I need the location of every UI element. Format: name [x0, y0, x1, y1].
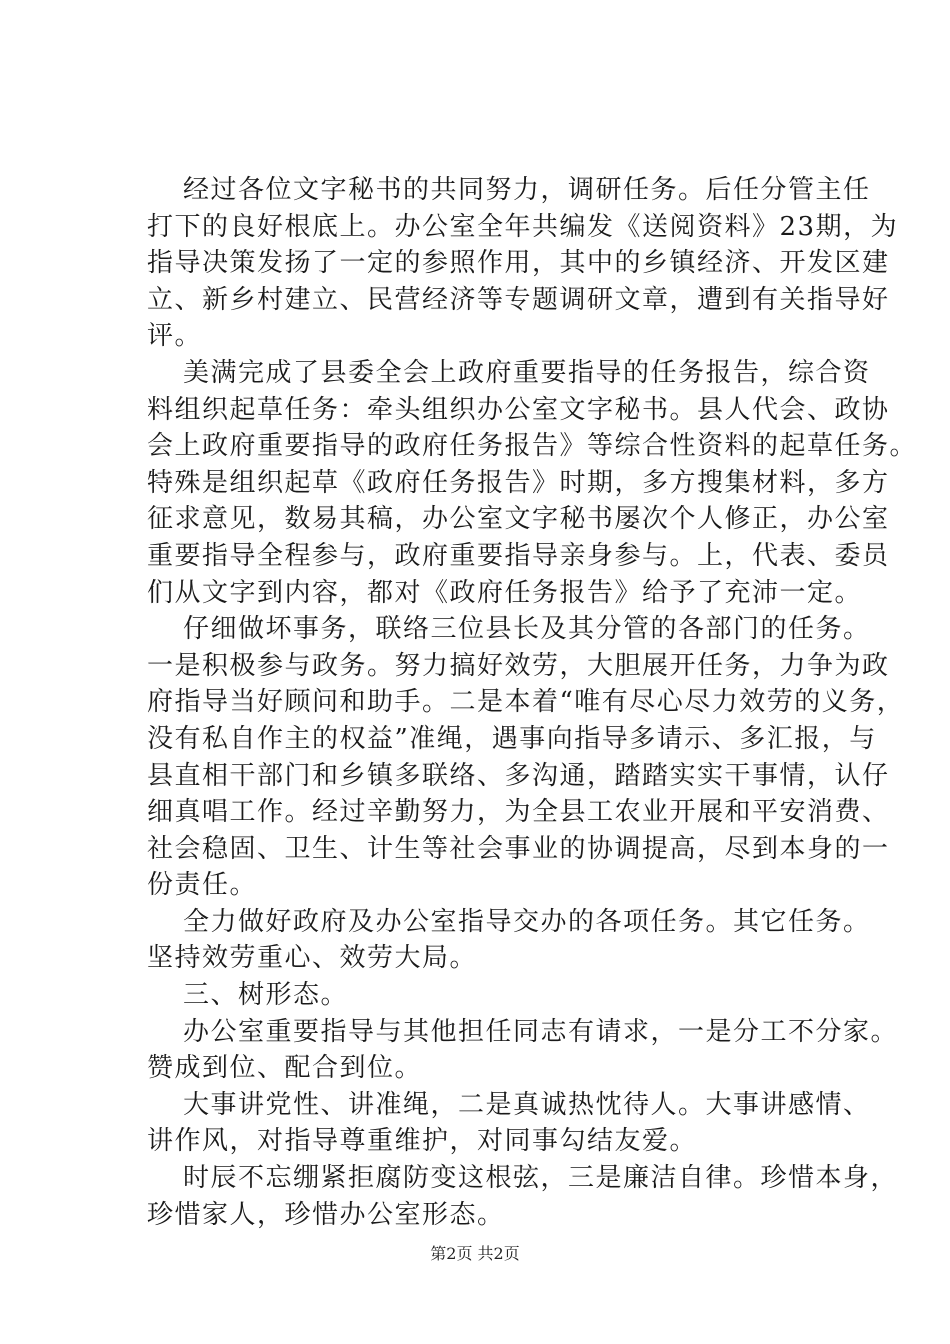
section-heading [147, 977, 847, 1014]
text-line: 社会稳固、卫生、计生等社会事业的协调提高，尽到本身的一 [147, 833, 890, 864]
text-line: 赞成到位、配合到位。 [147, 1053, 423, 1084]
text-line: 特殊是组织起草《政府任务报告》时期，多方搜集材料，多方 [147, 467, 890, 498]
text-line: 全力做好政府及办公室指导交办的各项任务。其它任务。 [183, 906, 871, 937]
text-line: 办公室重要指导与其他担任同志有请求，一是分工不分家。 [183, 1016, 899, 1047]
paragraph-1 [147, 172, 899, 355]
text-line: 料组织起草任务：牵头组织办公室文字秘书。县人代会、政协 [147, 394, 890, 425]
text-line: 时辰不忘绷紧拒腐防变这根弦，三是廉洁自律。珍惜本身， [183, 1163, 899, 1194]
text-line: 坚持效劳重心、效劳大局。 [147, 943, 478, 974]
text-line: 讲作风，对指导尊重维护，对同事勾结友爱。 [147, 1126, 698, 1157]
paragraph-6 [147, 1014, 899, 1087]
page-number-footer: 第2页 共2页 [430, 1244, 520, 1263]
text-line: 立、新乡村建立、民营经济等专题调研文章，遭到有关指导好 [147, 284, 890, 315]
paragraph-4 [147, 904, 871, 977]
document-body [147, 172, 918, 1233]
text-line: 们从文字到内容，都对《政府任务报告》给予了充沛一定。 [147, 577, 863, 608]
text-line: 仔细做坏事务，联络三位县长及其分管的各部门的任务。 [183, 614, 871, 645]
text-line: 大事讲党性、讲准绳，二是真诚热忱待人。大事讲感情、 [183, 1089, 871, 1120]
paragraph-7 [147, 1087, 871, 1160]
text-line: 重要指导全程参与，政府重要指导亲身参与。上，代表、委员 [147, 540, 890, 571]
text-line: 征求意见，数易其稿，办公室文字秘书屡次个人修正，办公室 [147, 504, 890, 535]
paragraph-8 [147, 1160, 899, 1233]
text-line: 份责任。 [147, 870, 258, 901]
text-line: 指导决策发扬了一定的参照作用，其中的乡镇经济、开发区建 [147, 248, 890, 279]
text-line: 会上政府重要指导的政府任务报告》等综合性资料的起草任务。 [147, 431, 918, 462]
text-line: 县直相干部门和乡镇多联络、多沟通，踏踏实实干事情，认仔 [147, 760, 890, 791]
text-line: 府指导当好顾问和助手。二是本着“唯有尽心尽力效劳的义务， [147, 687, 905, 718]
section-heading-text: 三、树形态。 [183, 980, 349, 1011]
text-line: 珍惜家人，珍惜办公室形态。 [147, 1199, 505, 1230]
text-line: 评。 [147, 321, 203, 352]
text-line: 经过各位文字秘书的共同努力，调研任务。后任分管主任 [183, 175, 871, 205]
paragraph-3 [147, 611, 905, 904]
text-line: 没有私自作主的权益”准绳，遇事向指导多请示、多汇报，与 [147, 723, 877, 754]
text-line: 美满完成了县委全会上政府重要指导的任务报告，综合资 [183, 357, 871, 388]
paragraph-2 [147, 355, 918, 611]
text-line: 打下的良好根底上。办公室全年共编发《送阅资料》23期，为 [147, 211, 899, 242]
text-line: 一是积极参与政务。努力搞好效劳，大胆展开任务，力争为政 [147, 650, 890, 681]
text-line: 细真唱工作。经过辛勤努力，为全县工农业开展和平安消费、 [147, 797, 890, 828]
